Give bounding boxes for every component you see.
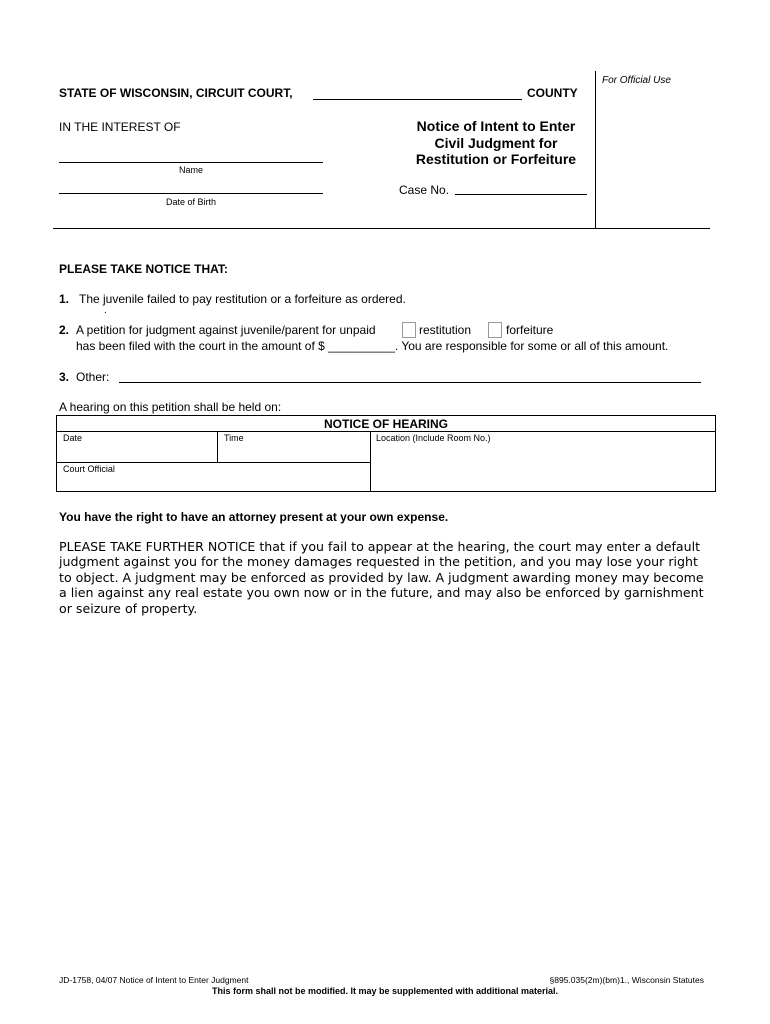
other-field[interactable] (119, 382, 701, 383)
further-notice-line: or seizure of property. (59, 600, 198, 616)
stray-dot: . (104, 305, 107, 316)
notice-heading: PLEASE TAKE NOTICE THAT: (59, 262, 228, 276)
forfeiture-label: forfeiture (506, 323, 554, 337)
title-line-2: Civil Judgment for (434, 134, 558, 151)
notice-of-hearing-table (56, 415, 716, 492)
court-line-label: STATE OF WISCONSIN, CIRCUIT COURT, (59, 86, 293, 100)
item-2-number: 2. (59, 323, 70, 337)
item-2-amount-text: has been filed with the court in the amount of $ __________. You are responsible for some or all of this amount. (76, 339, 669, 353)
date-time-divider (217, 431, 218, 462)
further-notice-line: a lien against any real estate you own now or in the future, and may also be enforced by garnishment (59, 585, 704, 601)
name-label: Name (178, 165, 203, 175)
court-official-divider (57, 462, 370, 463)
title-line-3: Restitution or Forfeiture (415, 151, 577, 167)
court-official-label: Court Official (63, 464, 115, 474)
footer-disclaimer: This form shall not be modified. It may be supplemented with additional material. (211, 986, 559, 996)
title-line-1: Notice of Intent to Enter (416, 118, 576, 134)
county-label: COUNTY (527, 86, 578, 100)
time-label: Time (224, 433, 244, 443)
further-notice-line: PLEASE TAKE FURTHER NOTICE that if you fail to appear at the hearing, the court may enter a default (59, 539, 701, 554)
dob-label: Date of Birth (165, 197, 217, 207)
item-3-label: Other: (76, 370, 110, 384)
further-notice-line: judgment against you for the money damages requested in the petition, and you may lose your right (59, 554, 698, 570)
name-field[interactable] (59, 162, 323, 163)
form-title (380, 118, 612, 168)
hearing-title-divider (57, 431, 715, 432)
dob-field[interactable] (59, 193, 323, 194)
hearing-table-title: NOTICE OF HEARING (323, 417, 448, 431)
case-no-field[interactable] (455, 194, 587, 195)
footer-statute: §895.035(2m)(bm)1., Wisconsin Statutes (549, 975, 704, 985)
header-divider (53, 228, 710, 229)
forfeiture-checkbox[interactable] (488, 322, 502, 338)
item-1-text: The juvenile failed to pay restitution or a forfeiture as ordered. (79, 292, 406, 306)
date-label: Date (63, 433, 83, 443)
restitution-checkbox[interactable] (402, 322, 416, 338)
footer-form-id: JD-1758, 04/07 Notice of Intent to Enter Judgment (59, 975, 249, 985)
item-1-number: 1. (59, 292, 70, 306)
hearing-intro: A hearing on this petition shall be held on: (59, 400, 282, 414)
item-2-text: A petition for judgment against juvenile/parent for unpaid (76, 323, 376, 337)
county-field[interactable] (313, 99, 522, 100)
case-no-label: Case No. (399, 183, 450, 197)
attorney-notice: You have the right to have an attorney present at your own expense. (59, 510, 449, 524)
in-interest-of-label: IN THE INTEREST OF (59, 120, 181, 134)
further-notice-paragraph (59, 539, 719, 616)
location-divider (370, 431, 371, 491)
official-use-label: For Official Use (602, 75, 671, 86)
location-label: Location (Include Room No.) (376, 433, 491, 443)
item-3-number: 3. (59, 370, 70, 384)
further-notice-line: to object. A judgment may be enforced as provided by law. A judgment awarding money may become (59, 569, 704, 585)
restitution-label: restitution (419, 323, 472, 337)
